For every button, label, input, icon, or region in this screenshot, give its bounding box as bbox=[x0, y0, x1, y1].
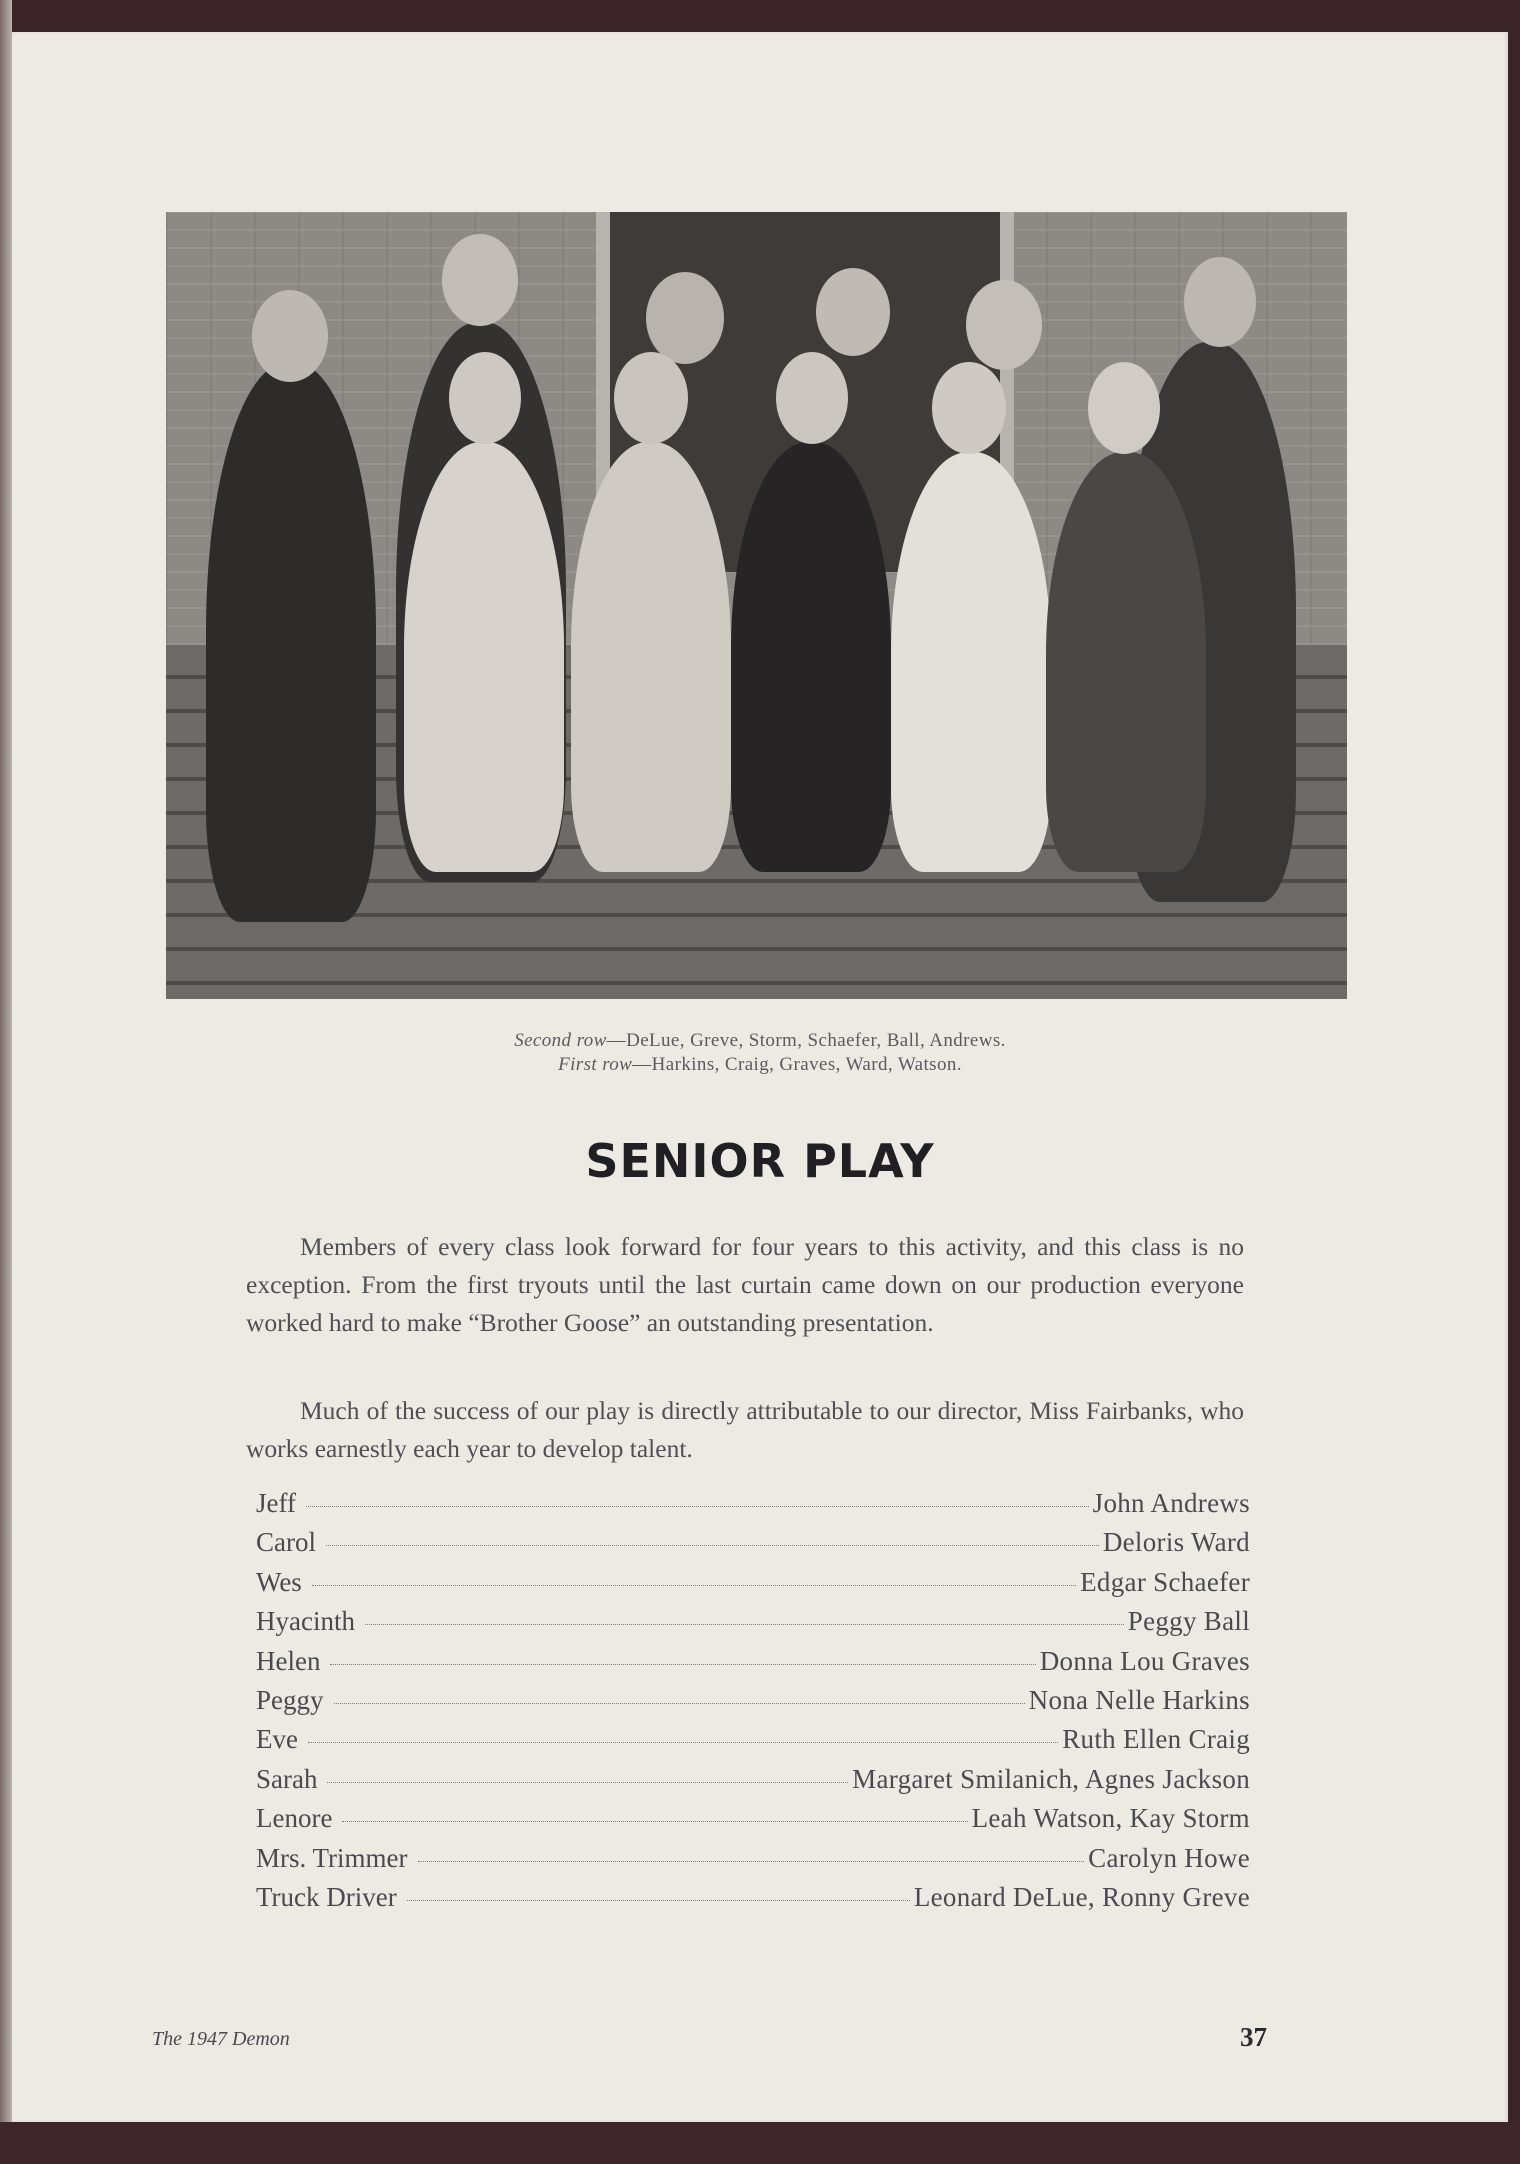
cast-actor: Deloris Ward bbox=[1102, 1527, 1250, 1558]
leader-dots bbox=[342, 1821, 967, 1822]
cast-role: Mrs. Trimmer bbox=[256, 1842, 408, 1873]
leader-dots bbox=[326, 1545, 1099, 1546]
cast-row bbox=[256, 1803, 1250, 1842]
caption-names: —Harkins, Craig, Graves, Ward, Watson. bbox=[632, 1054, 962, 1075]
cast-role: Carol bbox=[256, 1527, 316, 1558]
person-figure bbox=[571, 442, 731, 872]
cast-actor: Peggy Ball bbox=[1127, 1606, 1250, 1637]
cast-actor: Margaret Smilanich, Agnes Jackson bbox=[852, 1763, 1250, 1794]
book-edge bbox=[0, 2122, 1520, 2164]
cast-actor: Nona Nelle Harkins bbox=[1028, 1684, 1250, 1715]
person-head bbox=[449, 352, 521, 444]
cast-role: Lenore bbox=[256, 1803, 333, 1834]
person-head bbox=[614, 352, 688, 444]
cast-row bbox=[256, 1527, 1250, 1566]
person-head bbox=[776, 352, 848, 444]
cast-row bbox=[256, 1724, 1250, 1763]
leader-dots bbox=[308, 1742, 1058, 1743]
person-head bbox=[966, 280, 1042, 370]
leader-dots bbox=[418, 1861, 1085, 1862]
cast-role: Helen bbox=[256, 1645, 321, 1676]
leader-dots bbox=[327, 1782, 848, 1783]
cast-role: Jeff bbox=[256, 1488, 296, 1518]
cast-role: Peggy bbox=[256, 1684, 324, 1715]
cast-row bbox=[256, 1685, 1250, 1724]
cast-list bbox=[256, 1488, 1250, 1921]
caption-row-label: Second row bbox=[514, 1030, 607, 1051]
person-figure bbox=[891, 452, 1051, 872]
body-paragraph: Members of every class look forward for four years to this activity, and this class is no exception. From the first tryouts until the last curtain came down on our production everyone worked hard to make “Brother Goose” an outstanding presentation. bbox=[246, 1232, 1244, 1337]
cast-role: Hyacinth bbox=[256, 1606, 355, 1637]
person-head bbox=[442, 234, 518, 326]
cast-actor: Carolyn Howe bbox=[1088, 1842, 1250, 1873]
page-title: SENIOR PLAY bbox=[585, 1134, 935, 1188]
cast-row bbox=[256, 1843, 1250, 1882]
person-figure bbox=[1046, 452, 1206, 872]
yearbook-page bbox=[12, 32, 1508, 2122]
cast-row bbox=[256, 1488, 1250, 1527]
cast-row bbox=[256, 1646, 1250, 1685]
person-head bbox=[932, 362, 1006, 454]
leader-dots bbox=[306, 1506, 1089, 1507]
body-paragraph: Much of the success of our play is directly attributable to our director, Miss Fairbanks, who works earnestly each year to develop talent. bbox=[246, 1396, 1244, 1463]
leader-dots bbox=[407, 1900, 910, 1901]
cast-role: Eve bbox=[256, 1724, 298, 1755]
caption-row-label: First row bbox=[558, 1054, 633, 1075]
cast-row bbox=[256, 1606, 1250, 1645]
person-head bbox=[816, 268, 890, 356]
cast-actor: Leah Watson, Kay Storm bbox=[971, 1803, 1250, 1834]
person-figure bbox=[731, 442, 891, 872]
cast-role: Truck Driver bbox=[256, 1881, 397, 1912]
cast-actor: John Andrews bbox=[1092, 1488, 1250, 1518]
photo-caption-second-row bbox=[12, 1030, 1508, 1052]
person-head bbox=[252, 290, 328, 382]
cast-actor: Leonard DeLue, Ronny Greve bbox=[913, 1881, 1250, 1912]
leader-dots bbox=[334, 1703, 1025, 1704]
person-head bbox=[1088, 362, 1160, 454]
cast-actor: Ruth Ellen Craig bbox=[1062, 1724, 1250, 1755]
photo-caption-first-row bbox=[12, 1054, 1508, 1076]
publication-name: The 1947 Demon bbox=[152, 2028, 290, 2050]
person-head bbox=[646, 272, 724, 364]
page-number: 37 bbox=[1240, 2022, 1267, 2052]
cast-row bbox=[256, 1567, 1250, 1606]
cast-actor: Edgar Schaefer bbox=[1080, 1566, 1250, 1597]
leader-dots bbox=[365, 1624, 1124, 1625]
cast-role: Sarah bbox=[256, 1763, 318, 1794]
person-head bbox=[1184, 257, 1256, 347]
leader-dots bbox=[312, 1585, 1076, 1586]
cast-role: Wes bbox=[256, 1566, 302, 1597]
cast-actor: Donna Lou Graves bbox=[1039, 1645, 1250, 1676]
person-figure bbox=[404, 442, 564, 872]
caption-names: —DeLue, Greve, Storm, Schaefer, Ball, Andrews. bbox=[606, 1030, 1006, 1051]
cast-row bbox=[256, 1882, 1250, 1921]
cast-row bbox=[256, 1764, 1250, 1803]
leader-dots bbox=[330, 1664, 1035, 1665]
book-binding bbox=[0, 0, 12, 2164]
person-figure bbox=[206, 362, 376, 922]
group-photo bbox=[166, 212, 1347, 999]
